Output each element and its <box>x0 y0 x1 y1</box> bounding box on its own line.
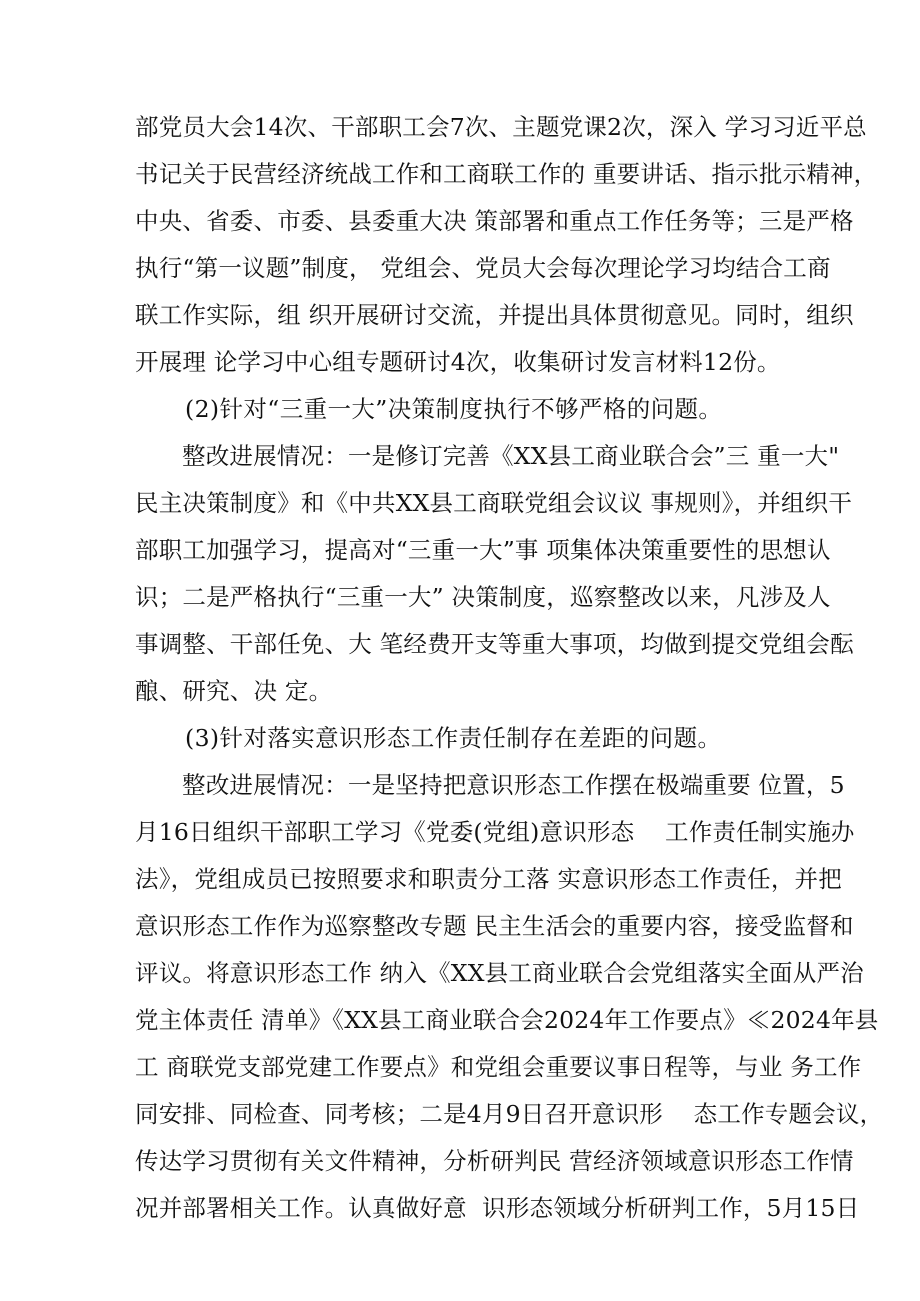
text-line: 执行“第一议题”制度， 党组会、党员大会每次理论学习均结合工商 <box>135 254 831 282</box>
text-line: 传达学习贯彻有关文件精神，分析研判民 营经济领域意识形态工作情 <box>135 1147 854 1175</box>
text-line: 评议。将意识形态工作 纳入《XX县工商业联合会党组落实全面从严治 <box>135 959 864 987</box>
text-line: 民主决策制度》和《中共XX县工商联党组会议议 事规则》，并组织干 <box>135 489 853 517</box>
text-line: 月16日组织干部职工学习《党委(党组)意识形态 工作责任制实施办 <box>135 818 855 846</box>
text-line: 联工作实际，组 织开展研讨交流，并提出具体贯彻意见。同时，组织 <box>135 301 854 329</box>
text-line: 部党员大会14次、干部职工会7次、主题党课2次，深入 学习习近平总 <box>135 113 867 141</box>
text-line: 中央、省委、市委、县委重大决 策部署和重点工作任务等；三是严格 <box>135 207 854 235</box>
text-line: 同安排、同检查、同考核；二是4月9日召开意识形 态工作专题会议， <box>135 1100 884 1128</box>
section-heading: (2)针对“三重一大”决策制度执行不够严格的问题。 <box>185 395 723 423</box>
text-line: 开展理 论学习中心组专题研讨4次，收集研讨发言材料12份。 <box>135 348 781 376</box>
text-line: 识；二是严格执行“三重一大” 决策制度，巡察整改以来，凡涉及人 <box>135 583 831 611</box>
text-line: 部职工加强学习，提高对“三重一大”事 项集体决策重要性的思想认 <box>135 536 831 564</box>
section-heading: (3)针对落实意识形态工作责任制存在差距的问题。 <box>185 724 722 752</box>
text-line: 工 商联党支部党建工作要点》和党组会重要议事日程等，与业 务工作 <box>135 1053 862 1081</box>
text-line: 意识形态工作作为巡察整改专题 民主生活会的重要内容，接受监督和 <box>135 912 854 940</box>
text-line: 法》，党组成员已按照要求和职责分工落 实意识形态工作责任，并把 <box>135 865 842 893</box>
text-line: 党主体责任 清单》《XX县工商业联合会2024年工作要点》≪2024年县 <box>135 1006 879 1034</box>
text-line: 况并部署相关工作。认真做好意 识形态领域分析研判工作，5月15日 <box>135 1194 860 1222</box>
text-line: 书记关于民营经济统战工作和工商联工作的 重要讲话、指示批示精神， <box>135 160 878 188</box>
paragraph-start: 整改进展情况：一是坚持把意识形态工作摆在极端重要 位置，5 <box>182 771 845 799</box>
text-line: 酿、研究、决 定。 <box>135 677 333 705</box>
paragraph-start: 整改进展情况：一是修订完善《XX县工商业联合会”三 重一大" <box>182 442 840 470</box>
text-line: 事调整、干部任免、大 笔经费开支等重大事项，均做到提交党组会酝 <box>135 630 854 658</box>
